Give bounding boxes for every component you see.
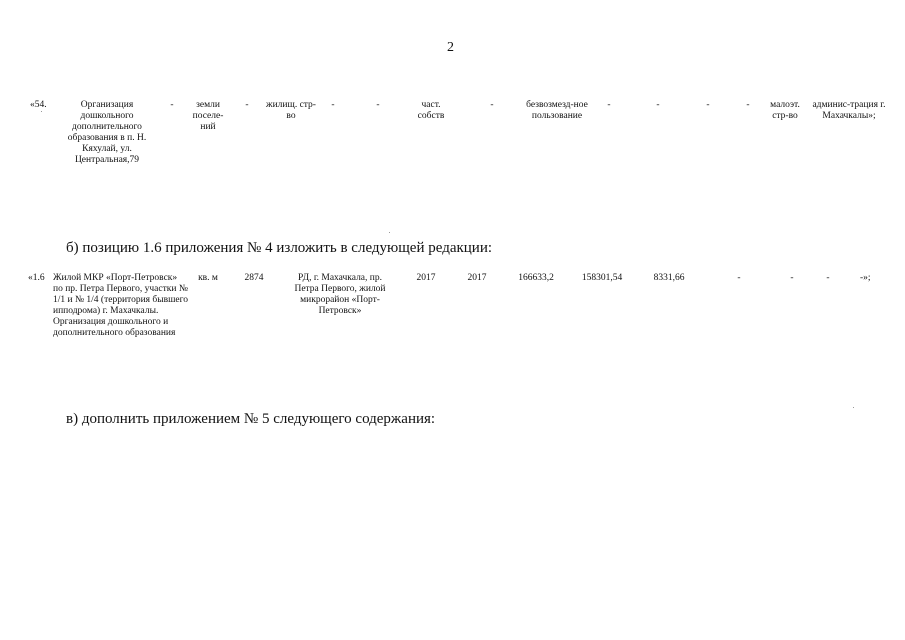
- scan-speck: [41, 111, 42, 112]
- page-number: 2: [447, 40, 454, 55]
- scan-speck: [389, 232, 390, 233]
- year-end: 2017: [467, 273, 487, 283]
- cell-dash: -: [737, 273, 741, 283]
- construction-type: малоэт. стр-во: [770, 100, 800, 121]
- heading-b: б) позицию 1.6 приложения № 4 изложить в следующей редакции:: [66, 240, 493, 256]
- cell-dash: -: [331, 100, 335, 110]
- land-category: земли поселе-ний: [192, 100, 224, 132]
- cell-dash: -: [826, 273, 830, 283]
- row-number: «1.6: [28, 273, 45, 283]
- cell-dash: -: [746, 100, 750, 110]
- cell-dash: -: [706, 100, 710, 110]
- heading-c: в) дополнить приложением № 5 следующего содержания:: [66, 411, 436, 427]
- funding-1: 158301,54: [581, 273, 623, 283]
- cell-dash: -: [607, 100, 611, 110]
- unit: кв. м: [198, 273, 218, 283]
- usage-right: безвозмезд-ное пользование: [526, 100, 588, 121]
- year-start: 2017: [416, 273, 436, 283]
- object-name: Организация дошкольного дополнительного образования в п. Н. Кяхулай, ул. Центральная,79: [67, 100, 147, 165]
- row-number: «54.: [30, 100, 47, 110]
- cell-dash: -: [245, 100, 249, 110]
- cell-dash: -: [376, 100, 380, 110]
- object-name: Жилой МКР «Порт-Петровск» по пр. Петра Первого, участки № 1/1 и № 1/4 (территория бывшего ипподрома) г. Махачкалы. Организация дошкольного и дополнительного образования: [53, 273, 189, 338]
- total-cost: 166633,2: [518, 273, 554, 283]
- area: 2874: [244, 273, 264, 283]
- permitted-use: жилищ. стр-во: [266, 100, 316, 121]
- cell-dash: -: [170, 100, 174, 110]
- responsible-body: админис-трация г. Махачкалы»;: [812, 100, 886, 121]
- ownership-type: част. собств: [417, 100, 445, 121]
- cell-dash: -: [490, 100, 494, 110]
- address: РД, г. Махачкала, пр. Петра Первого, жилой микрорайон «Порт-Петровск»: [294, 273, 386, 316]
- cell-dash: -: [790, 273, 794, 283]
- funding-2: 8331,66: [653, 273, 685, 283]
- cell-dash: -: [656, 100, 660, 110]
- scan-speck: [853, 407, 854, 408]
- cell-dash-end: -»;: [860, 273, 871, 283]
